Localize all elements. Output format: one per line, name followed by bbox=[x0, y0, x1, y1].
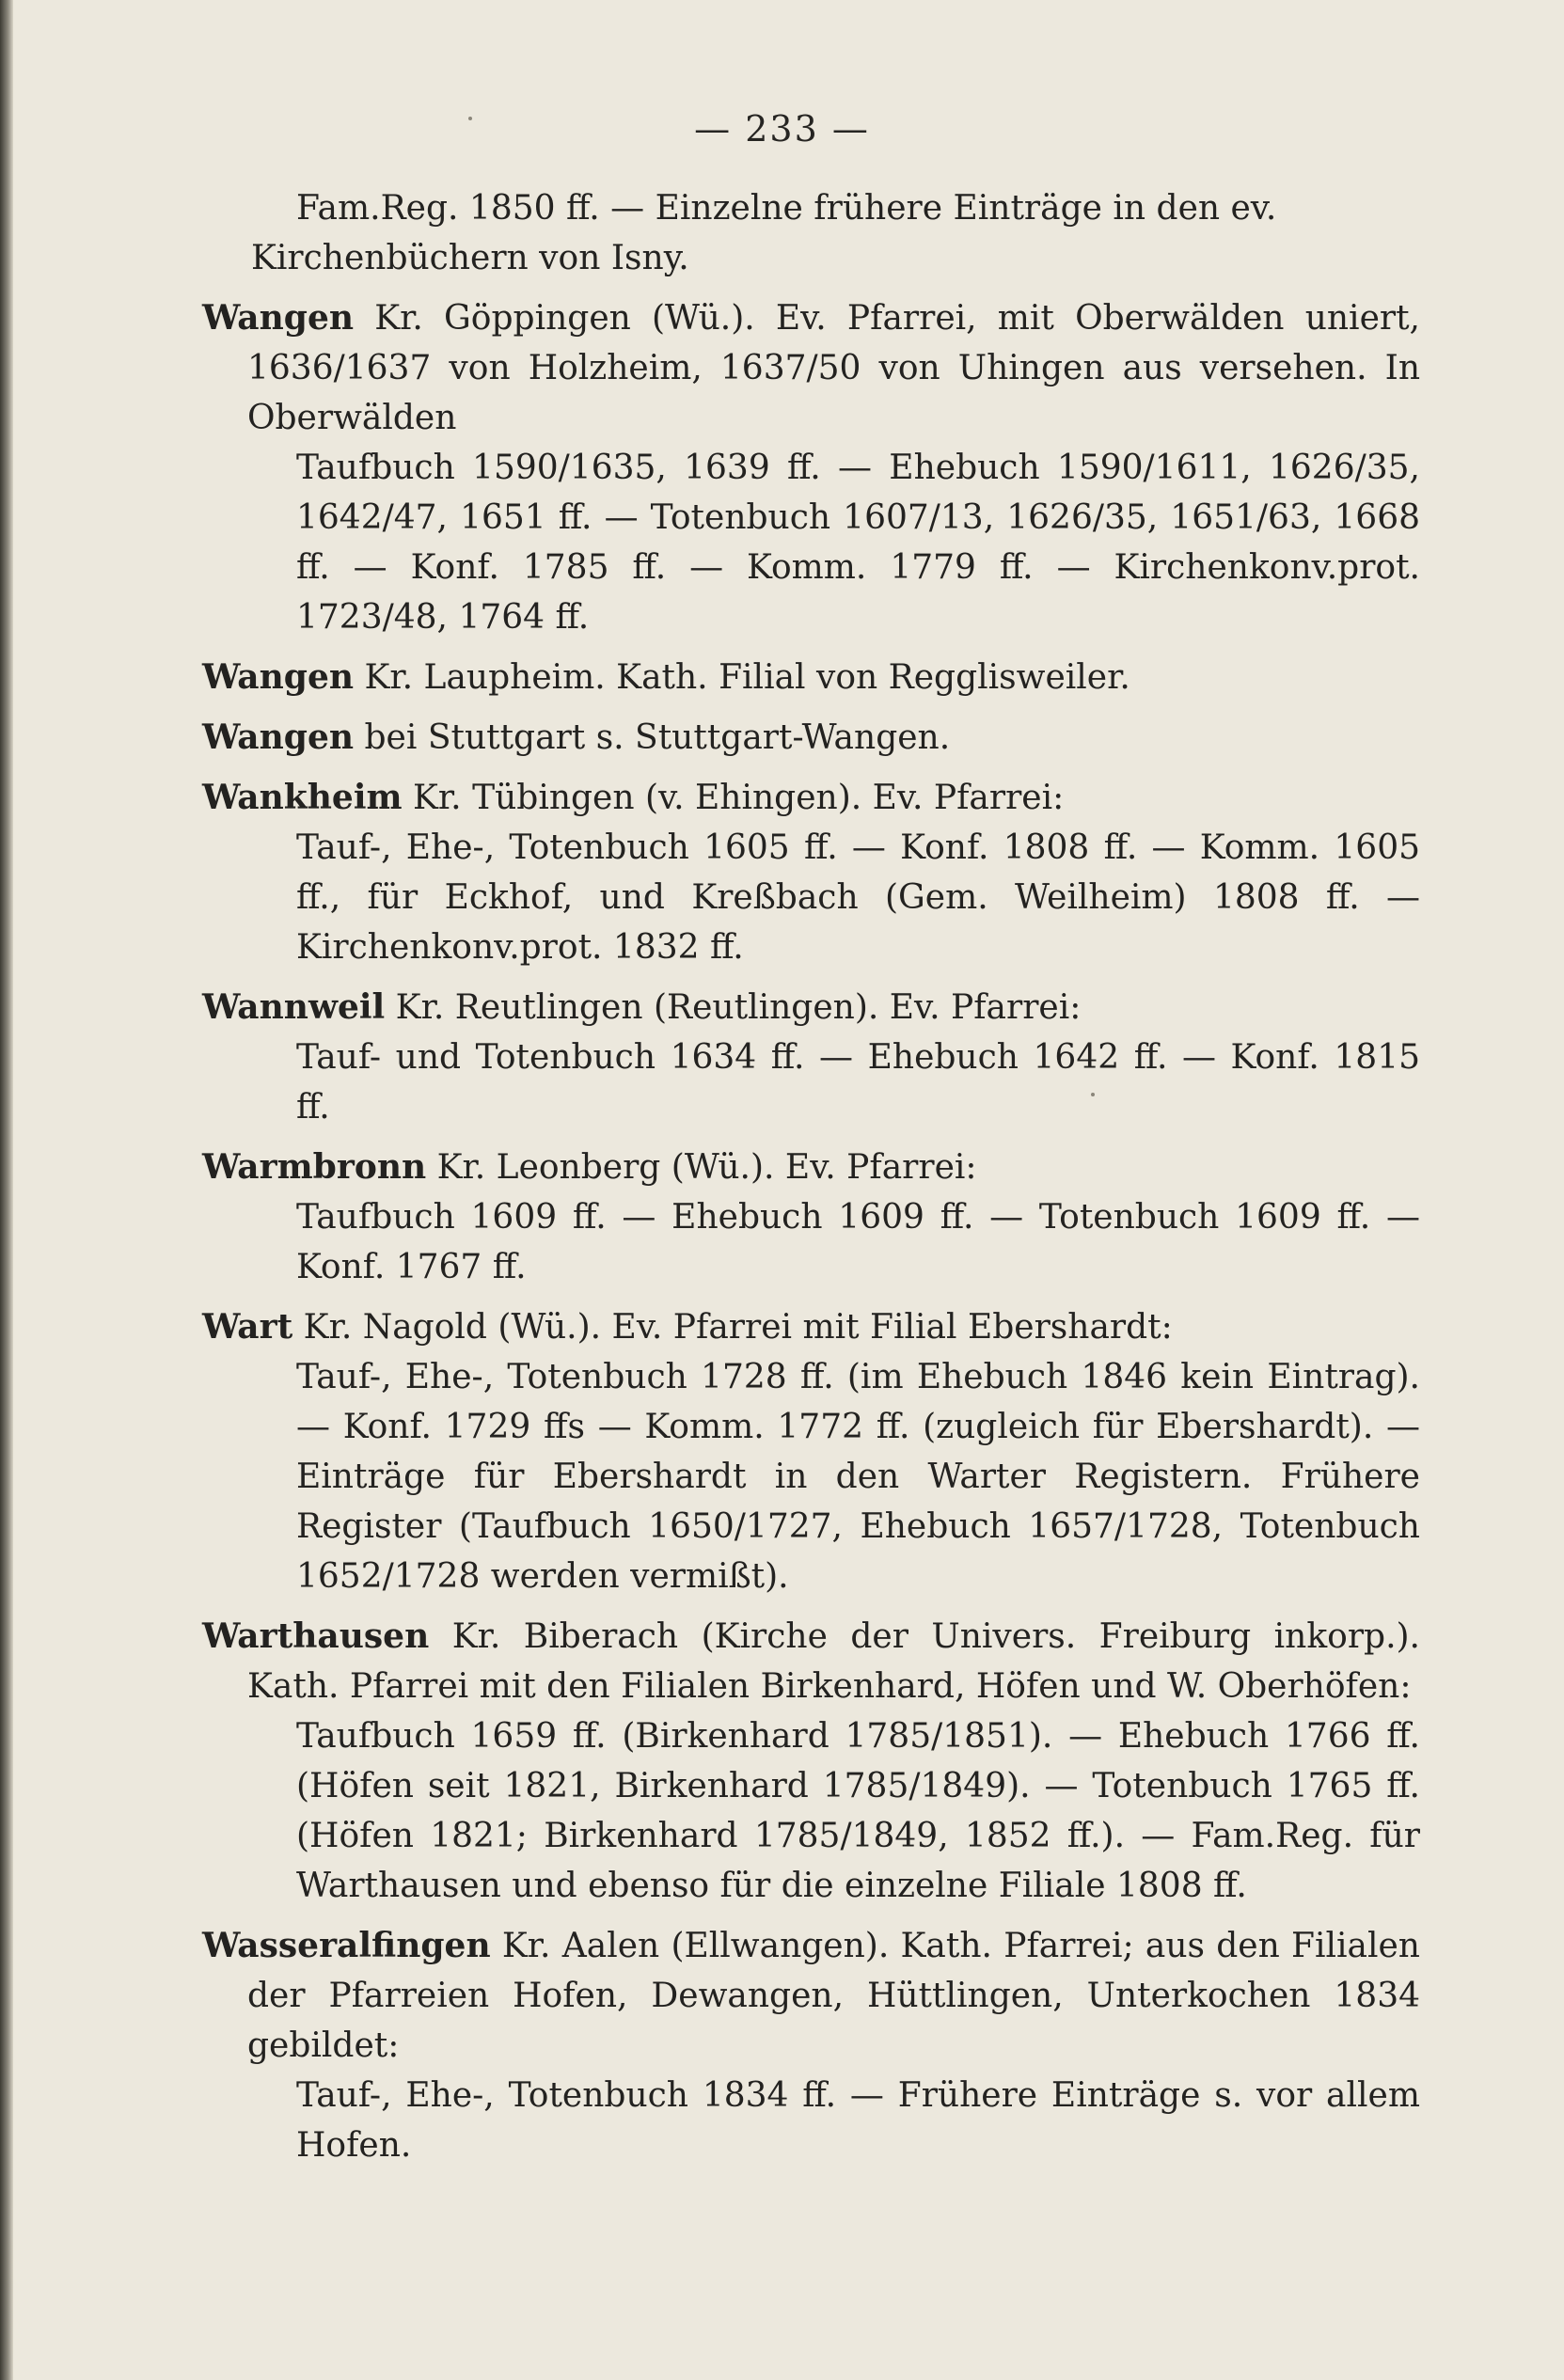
entry-keyword: Wankheim bbox=[202, 778, 403, 817]
entry-keyword: Wangen bbox=[202, 298, 355, 338]
entry-keyword: Wasseralfingen bbox=[202, 1926, 491, 1965]
entry-head-text: Kr. Leonberg (Wü.). Ev. Pfarrei: bbox=[426, 1148, 977, 1187]
entry-keyword: Warthausen bbox=[202, 1616, 430, 1656]
entry-heading bbox=[202, 293, 1420, 443]
directory-text bbox=[202, 183, 1420, 2181]
entry-head-text: Kr. Aalen (Ellwangen). Kath. Pfarrei; aus den Filialen der Pfarreien Hofen, Dewangen, Hüttlingen, Unterkochen 1834 gebildet: bbox=[247, 1927, 1420, 2065]
entry-details: Taufbuch 1659 ff. (Birkenhard 1785/1851). — Ehebuch 1766 ff. (Höfen seit 1821, Birkenhard 1785/1849). — Totenbuch 1765 ff. (Höfen 1821; Birkenhard 1785/1849, 1852 ff.). — Fam.Reg. für Warthausen und ebenso für die einzelne Filiale 1808 ff. bbox=[296, 1717, 1420, 1905]
entry-head-text: Kr. Nagold (Wü.). Ev. Pfarrei mit Filial Ebershardt: bbox=[292, 1308, 1173, 1347]
entry-heading bbox=[202, 1143, 1420, 1192]
entry-wasseralfingen bbox=[202, 1921, 1420, 2170]
entry-heading bbox=[202, 653, 1420, 702]
entry-warthausen bbox=[202, 1612, 1420, 1911]
entry-keyword: Warmbronn bbox=[202, 1147, 427, 1187]
entry-heading bbox=[202, 773, 1420, 823]
entry-heading bbox=[202, 1612, 1420, 1711]
entry-heading bbox=[202, 713, 1420, 763]
entry-keyword: Wangen bbox=[202, 717, 355, 757]
entry-wangen-stuttgart bbox=[202, 713, 1420, 763]
entry-wannweil bbox=[202, 983, 1420, 1132]
page-binding-edge bbox=[0, 0, 13, 2380]
entry-details: Tauf-, Ehe-, Totenbuch 1605 ff. — Konf. 1808 ff. — Komm. 1605 ff., für Eckhof, und Kreßbach (Gem. Weilheim) 1808 ff. — Kirchenkonv.prot. 1832 ff. bbox=[296, 828, 1420, 967]
entry-keyword: Wart bbox=[202, 1307, 293, 1347]
entry-keyword: Wannweil bbox=[202, 987, 386, 1027]
entry-details: Tauf-, Ehe-, Totenbuch 1834 ff. — Frühere Einträge s. vor allem Hofen. bbox=[296, 2076, 1420, 2165]
intro-line: Kirchenbüchern von Isny. bbox=[251, 239, 689, 277]
entry-wankheim bbox=[202, 773, 1420, 972]
entry-head-text: Kr. Göppingen (Wü.). Ev. Pfarrei, mit Oberwälden uniert, 1636/1637 von Holzheim, 1637/50 von Uhingen aus versehen. In Oberwälden bbox=[247, 299, 1420, 437]
entry-wangen-goeppingen bbox=[202, 293, 1420, 642]
intro-paragraph bbox=[202, 183, 1420, 283]
entry-warmbronn bbox=[202, 1143, 1420, 1292]
entry-head-text: bei Stuttgart s. Stuttgart-Wangen. bbox=[354, 718, 951, 757]
entry-heading bbox=[202, 1921, 1420, 2071]
entry-details: Tauf- und Totenbuch 1634 ff. — Ehebuch 1642 ff. — Konf. 1815 ff. bbox=[296, 1038, 1420, 1127]
entry-details: Taufbuch 1590/1635, 1639 ff. — Ehebuch 1590/1611, 1626/35, 1642/47, 1651 ff. — Totenbuch 1607/13, 1626/35, 1651/63, 1668 ff. — Konf. 1785 ff. — Komm. 1779 ff. — Kirchenkonv.prot. 1723/48, 1764 ff. bbox=[296, 449, 1420, 637]
entry-head-text: Kr. Biberach (Kirche der Univers. Freiburg inkorp.). Kath. Pfarrei mit den Filialen Birkenhard, Höfen und W. Oberhöfen: bbox=[247, 1617, 1420, 1706]
entry-details: Tauf-, Ehe-, Totenbuch 1728 ff. (im Ehebuch 1846 kein Eintrag). — Konf. 1729 ffs — Komm. 1772 ff. (zugleich für Ebershardt). — Einträge für Ebershardt in den Warter Registern. Frühere Register (Taufbuch 1650/1727, Ehebuch 1657/1728, Totenbuch 1652/1728 werden vermißt). bbox=[296, 1358, 1420, 1596]
entry-wart bbox=[202, 1302, 1420, 1601]
intro-line: Fam.Reg. 1850 ff. — Einzelne frühere Einträge in den ev. bbox=[296, 189, 1277, 228]
entry-heading bbox=[202, 1302, 1420, 1352]
entry-wangen-laupheim bbox=[202, 653, 1420, 702]
entry-head-text: Kr. Laupheim. Kath. Filial von Regglisweiler. bbox=[354, 658, 1130, 697]
page-number: — 233 — bbox=[694, 108, 870, 150]
entry-head-text: Kr. Reutlingen (Reutlingen). Ev. Pfarrei: bbox=[385, 988, 1082, 1027]
entry-keyword: Wangen bbox=[202, 657, 355, 697]
entry-heading bbox=[202, 983, 1420, 1032]
entry-details: Taufbuch 1609 ff. — Ehebuch 1609 ff. — Totenbuch 1609 ff. — Konf. 1767 ff. bbox=[296, 1198, 1420, 1286]
entry-head-text: Kr. Tübingen (v. Ehingen). Ev. Pfarrei: bbox=[402, 779, 1065, 817]
